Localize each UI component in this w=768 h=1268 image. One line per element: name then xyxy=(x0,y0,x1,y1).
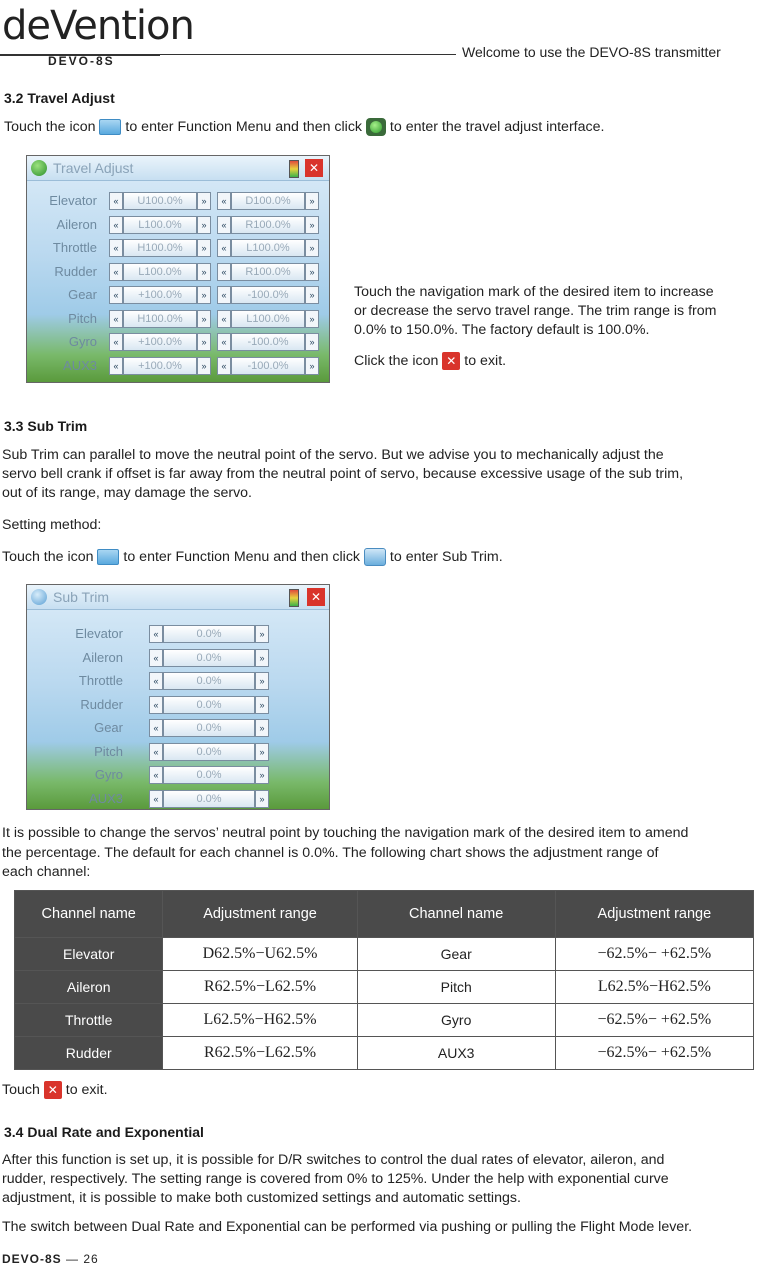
sub-trim-value: 0.0% xyxy=(163,649,255,667)
decrease-arrow-icon[interactable]: « xyxy=(149,672,163,690)
channel-name-cell: Aileron xyxy=(15,971,163,1004)
range-cell: −62.5%− +62.5% xyxy=(555,938,753,971)
travel-desc-3: 0.0% to 150.0%. The factory default is 100.0%. xyxy=(354,322,650,338)
travel-desc-1: Touch the navigation mark of the desired item to increase xyxy=(354,284,714,300)
screen-titlebar xyxy=(27,156,329,181)
decrease-arrow-icon[interactable]: « xyxy=(217,310,231,328)
range-cell: R62.5%−L62.5% xyxy=(163,971,357,1004)
channel-label: Elevator xyxy=(75,626,123,641)
range-cell: L62.5%−H62.5% xyxy=(163,1004,357,1037)
increase-arrow-icon[interactable]: » xyxy=(305,286,319,304)
increase-arrow-icon[interactable]: » xyxy=(197,333,211,351)
range-cell: R62.5%−L62.5% xyxy=(163,1037,357,1070)
increase-arrow-icon[interactable]: » xyxy=(197,310,211,328)
increase-arrow-icon[interactable]: » xyxy=(255,625,269,643)
exit-text: Touch xyxy=(2,1082,40,1098)
travel-value: L100.0% xyxy=(231,239,305,257)
travel-value: +100.0% xyxy=(123,357,197,375)
channel-label: AUX3 xyxy=(89,790,123,806)
function-menu-icon xyxy=(97,549,119,565)
range-cell: −62.5%− +62.5% xyxy=(555,1037,753,1070)
dual-rate-p1-2: rudder, respectively. The setting range is covered from 0% to 125%. Under the help with exponential curve xyxy=(2,1171,669,1187)
travel-value: U100.0% xyxy=(123,192,197,210)
intro-text: Touch the icon xyxy=(2,549,94,565)
increase-arrow-icon[interactable]: » xyxy=(255,696,269,714)
travel-value: -100.0% xyxy=(231,286,305,304)
travel-value: L100.0% xyxy=(231,310,305,328)
sub-trim-value: 0.0% xyxy=(163,790,255,808)
travel-adjust-heading: 3.2 Travel Adjust xyxy=(4,90,115,106)
channel-label: Gyro xyxy=(94,767,123,782)
decrease-arrow-icon[interactable]: « xyxy=(149,719,163,737)
decrease-arrow-icon[interactable]: « xyxy=(149,649,163,667)
intro-text: to enter the travel adjust interface. xyxy=(389,119,605,135)
travel-value: -100.0% xyxy=(231,357,305,375)
travel-left-control xyxy=(109,216,211,234)
decrease-arrow-icon[interactable]: « xyxy=(217,286,231,304)
dual-rate-p1-3: adjustment, it is possible to make both customized settings and automatic settings. xyxy=(2,1190,521,1206)
travel-exit-line xyxy=(354,352,506,372)
decrease-arrow-icon[interactable]: « xyxy=(149,790,163,808)
increase-arrow-icon[interactable]: » xyxy=(305,239,319,257)
channel-name-cell: Gear xyxy=(357,938,555,971)
sub-trim-value: 0.0% xyxy=(163,696,255,714)
decrease-arrow-icon[interactable]: « xyxy=(109,263,123,281)
decrease-arrow-icon[interactable]: « xyxy=(109,333,123,351)
adjustment-range-table xyxy=(14,890,754,1070)
increase-arrow-icon[interactable]: » xyxy=(197,286,211,304)
col-adjustment-range: Adjustment range xyxy=(163,891,357,938)
travel-adjust-icon xyxy=(366,118,386,136)
decrease-arrow-icon[interactable]: « xyxy=(109,192,123,210)
channel-label: Aileron xyxy=(82,649,123,665)
table-header-row xyxy=(15,891,754,938)
travel-left-control xyxy=(109,310,211,328)
travel-right-control xyxy=(217,357,319,375)
sub-trim-p2-1: It is possible to change the servos’ neutral point by touching the navigation mark of the desired item to amend xyxy=(2,825,689,841)
sub-trim-control xyxy=(149,790,269,808)
sub-trim-icon xyxy=(364,548,386,566)
sub-trim-control xyxy=(149,766,269,784)
increase-arrow-icon[interactable]: » xyxy=(197,263,211,281)
sub-trim-value: 0.0% xyxy=(163,719,255,737)
screen-title: Sub Trim xyxy=(53,589,110,605)
decrease-arrow-icon[interactable]: « xyxy=(217,216,231,234)
intro-text: to enter Function Menu and then click xyxy=(123,549,361,565)
sub-trim-value: 0.0% xyxy=(163,766,255,784)
travel-value: L100.0% xyxy=(123,263,197,281)
travel-right-control xyxy=(217,286,319,304)
col-adjustment-range: Adjustment range xyxy=(555,891,753,938)
travel-value: R100.0% xyxy=(231,263,305,281)
exit-icon: ✕ xyxy=(44,1081,62,1099)
screen-titlebar xyxy=(27,585,329,610)
increase-arrow-icon[interactable]: » xyxy=(255,672,269,690)
travel-right-control xyxy=(217,333,319,351)
brand-logo: deVention xyxy=(2,3,194,49)
channel-label: Pitch xyxy=(94,743,123,759)
decrease-arrow-icon[interactable]: « xyxy=(149,743,163,761)
exit-text: to exit. xyxy=(464,353,507,369)
exit-icon[interactable]: ✕ xyxy=(307,588,325,606)
exit-text: Click the icon xyxy=(354,353,439,369)
dual-rate-p1-1: After this function is set up, it is possible for D/R switches to control the dual rates of elevator, aileron, and xyxy=(2,1152,665,1168)
col-channel-name: Channel name xyxy=(15,891,163,938)
range-cell: L62.5%−H62.5% xyxy=(555,971,753,1004)
decrease-arrow-icon[interactable]: « xyxy=(217,357,231,375)
sub-trim-value: 0.0% xyxy=(163,625,255,643)
decrease-arrow-icon[interactable]: « xyxy=(217,333,231,351)
intro-text: to enter Sub Trim. xyxy=(389,549,503,565)
sub-trim-value: 0.0% xyxy=(163,672,255,690)
increase-arrow-icon[interactable]: » xyxy=(255,743,269,761)
exit-text: to exit. xyxy=(65,1082,108,1098)
intro-text: Touch the icon xyxy=(4,119,96,135)
travel-left-control xyxy=(109,263,211,281)
channel-label: Elevator xyxy=(49,193,97,208)
brand-model: DEVO-8S xyxy=(48,54,115,68)
sub-trim-control xyxy=(149,743,269,761)
travel-left-control xyxy=(109,333,211,351)
function-menu-icon xyxy=(99,119,121,135)
decrease-arrow-icon[interactable]: « xyxy=(109,216,123,234)
decrease-arrow-icon[interactable]: « xyxy=(217,263,231,281)
header-welcome: Welcome to use the DEVO-8S transmitter xyxy=(462,44,721,60)
travel-value: H100.0% xyxy=(123,310,197,328)
travel-adjust-icon xyxy=(31,160,47,176)
header-rule xyxy=(160,54,456,55)
decrease-arrow-icon[interactable]: « xyxy=(149,766,163,784)
decrease-arrow-icon[interactable]: « xyxy=(109,239,123,257)
travel-right-control xyxy=(217,310,319,328)
sub-trim-control xyxy=(149,649,269,667)
sub-trim-p2-3: each channel: xyxy=(2,864,91,880)
travel-value: L100.0% xyxy=(123,216,197,234)
decrease-arrow-icon[interactable]: « xyxy=(217,192,231,210)
sub-trim-p2-2: the percentage. The default for each channel is 0.0%. The following chart shows the adjustment range of xyxy=(2,845,659,861)
decrease-arrow-icon[interactable]: « xyxy=(109,286,123,304)
travel-right-control xyxy=(217,263,319,281)
travel-value: H100.0% xyxy=(123,239,197,257)
travel-right-control xyxy=(217,239,319,257)
exit-icon: ✕ xyxy=(442,352,460,370)
channel-name-cell: Rudder xyxy=(15,1037,163,1070)
decrease-arrow-icon[interactable]: « xyxy=(149,696,163,714)
intro-text: to enter Function Menu and then click xyxy=(125,119,363,135)
dual-rate-p2: The switch between Dual Rate and Exponential can be performed via pushing or pulling the Flight Mode lever. xyxy=(2,1219,693,1235)
footer-model: DEVO-8S xyxy=(2,1252,62,1266)
channel-label: Gyro xyxy=(68,334,97,349)
increase-arrow-icon[interactable]: » xyxy=(197,239,211,257)
channel-label: Aileron xyxy=(56,216,97,232)
travel-left-control xyxy=(109,357,211,375)
sub-trim-p1-3: out of its range, may damage the servo. xyxy=(2,485,252,501)
channel-label: Gear xyxy=(94,720,123,735)
decrease-arrow-icon[interactable]: « xyxy=(149,625,163,643)
channel-name-cell: Pitch xyxy=(357,971,555,1004)
screen-title: Travel Adjust xyxy=(53,160,134,176)
dual-rate-heading: 3.4 Dual Rate and Exponential xyxy=(4,1124,204,1140)
travel-left-control xyxy=(109,286,211,304)
channel-name-cell: Throttle xyxy=(15,1004,163,1037)
increase-arrow-icon[interactable]: » xyxy=(255,649,269,667)
increase-arrow-icon[interactable]: » xyxy=(197,216,211,234)
travel-desc-2: or decrease the servo travel range. The trim range is from xyxy=(354,303,717,319)
channel-label: Rudder xyxy=(54,263,97,279)
travel-value: +100.0% xyxy=(123,286,197,304)
table-row xyxy=(15,971,754,1004)
exit-icon[interactable]: ✕ xyxy=(305,159,323,177)
sub-trim-control xyxy=(149,696,269,714)
sub-trim-p1-2: servo bell crank if offset is far away from the neutral point of servo, because excessive usage of the sub trim, xyxy=(2,466,684,482)
channel-label: AUX3 xyxy=(63,357,97,373)
channel-label: Gear xyxy=(68,287,97,302)
increase-arrow-icon[interactable]: » xyxy=(197,192,211,210)
sub-trim-intro xyxy=(2,548,503,568)
battery-icon xyxy=(289,589,299,607)
travel-right-control xyxy=(217,216,319,234)
table-row xyxy=(15,1037,754,1070)
sub-trim-control xyxy=(149,672,269,690)
sub-trim-icon xyxy=(31,589,47,605)
increase-arrow-icon[interactable]: » xyxy=(255,719,269,737)
sub-trim-control xyxy=(149,625,269,643)
table-row xyxy=(15,938,754,971)
sub-trim-value: 0.0% xyxy=(163,743,255,761)
battery-icon xyxy=(289,160,299,178)
increase-arrow-icon[interactable]: » xyxy=(305,333,319,351)
setting-method: Setting method: xyxy=(2,517,102,533)
travel-value: R100.0% xyxy=(231,216,305,234)
col-channel-name: Channel name xyxy=(357,891,555,938)
channel-name-cell: Gyro xyxy=(357,1004,555,1037)
table-row xyxy=(15,1004,754,1037)
channel-name-cell: Elevator xyxy=(15,938,163,971)
page-footer xyxy=(2,1252,99,1266)
increase-arrow-icon[interactable]: » xyxy=(305,310,319,328)
decrease-arrow-icon[interactable]: « xyxy=(109,310,123,328)
channel-label: Throttle xyxy=(78,673,123,688)
travel-value: D100.0% xyxy=(231,192,305,210)
channel-label: Pitch xyxy=(68,310,97,326)
travel-left-control xyxy=(109,192,211,210)
increase-arrow-icon[interactable]: » xyxy=(305,216,319,234)
page-number: — 26 xyxy=(66,1252,99,1266)
increase-arrow-icon[interactable]: » xyxy=(305,263,319,281)
increase-arrow-icon[interactable]: » xyxy=(197,357,211,375)
increase-arrow-icon[interactable]: » xyxy=(255,766,269,784)
travel-adjust-screen xyxy=(26,155,330,383)
decrease-arrow-icon[interactable]: « xyxy=(217,239,231,257)
channel-label: Throttle xyxy=(52,240,97,255)
sub-trim-p1-1: Sub Trim can parallel to move the neutral point of the servo. But we advise you to mechanically adjust the xyxy=(2,447,664,463)
travel-value: -100.0% xyxy=(231,333,305,351)
travel-right-control xyxy=(217,192,319,210)
increase-arrow-icon[interactable]: » xyxy=(305,357,319,375)
range-cell: D62.5%−U62.5% xyxy=(163,938,357,971)
sub-trim-control xyxy=(149,719,269,737)
decrease-arrow-icon[interactable]: « xyxy=(109,357,123,375)
travel-value: +100.0% xyxy=(123,333,197,351)
increase-arrow-icon[interactable]: » xyxy=(255,790,269,808)
range-cell: −62.5%− +62.5% xyxy=(555,1004,753,1037)
sub-trim-screen xyxy=(26,584,330,810)
sub-trim-exit-line xyxy=(2,1081,108,1101)
travel-left-control xyxy=(109,239,211,257)
travel-adjust-intro xyxy=(4,118,604,138)
channel-name-cell: AUX3 xyxy=(357,1037,555,1070)
increase-arrow-icon[interactable]: » xyxy=(305,192,319,210)
sub-trim-heading: 3.3 Sub Trim xyxy=(4,418,88,434)
channel-label: Rudder xyxy=(80,696,123,712)
